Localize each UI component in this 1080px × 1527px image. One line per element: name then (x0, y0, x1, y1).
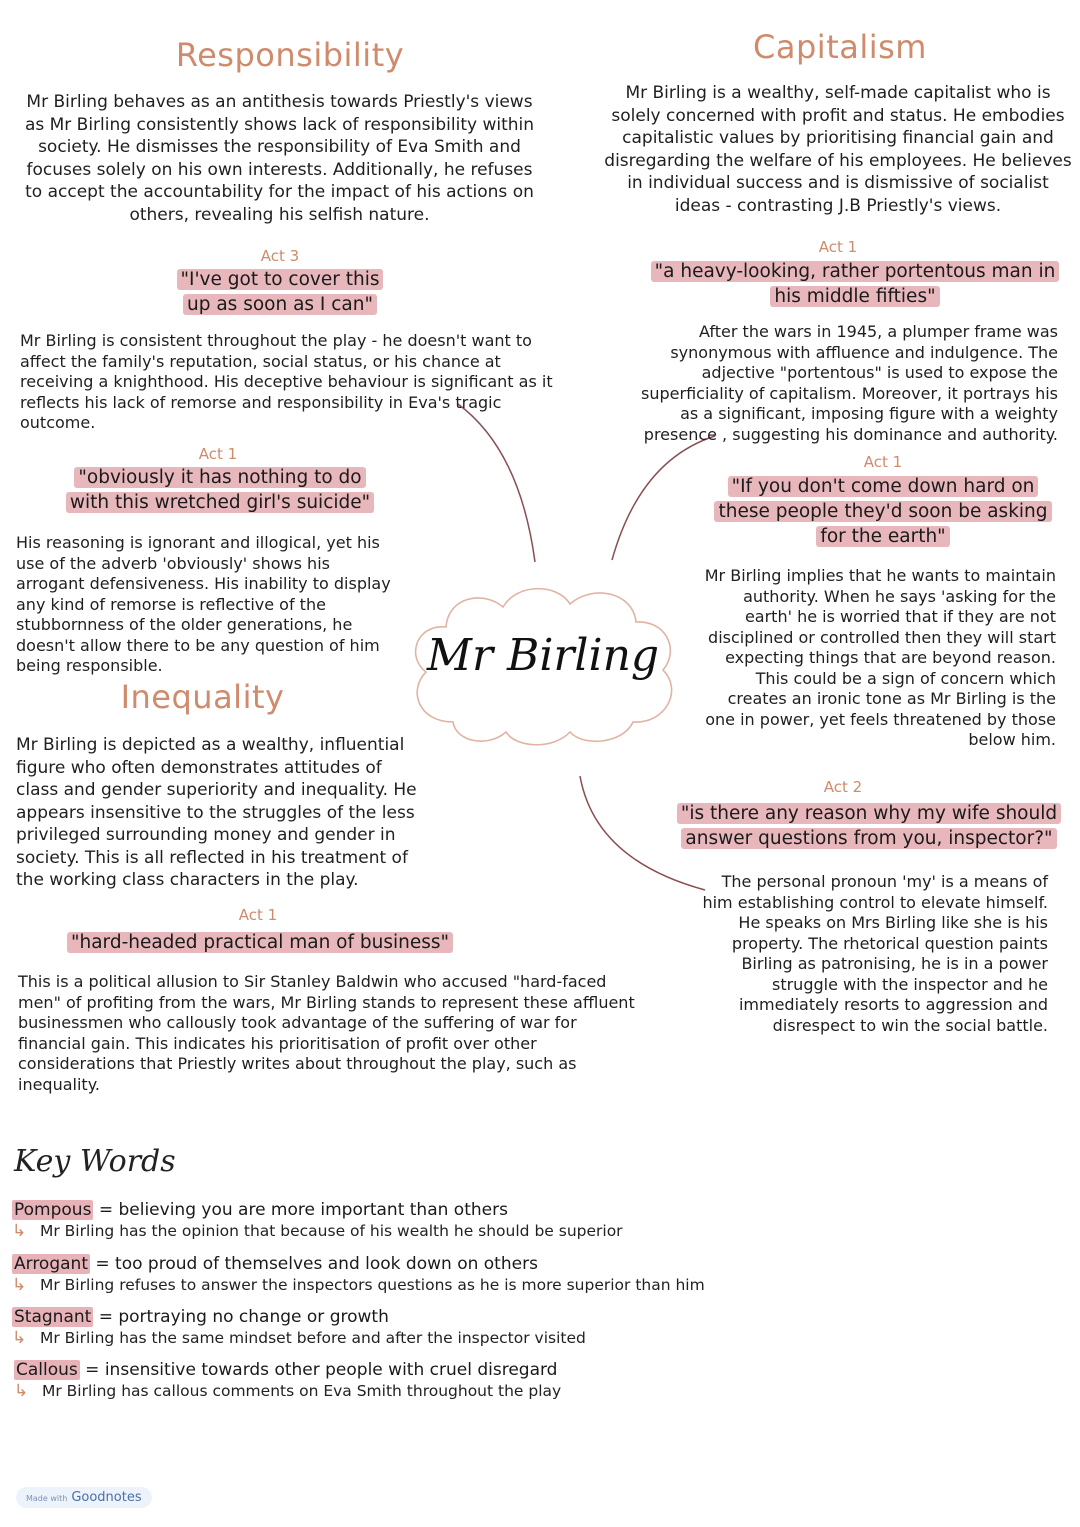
goodnotes-brand: Goodnotes (71, 1490, 142, 1505)
inequality-q1-act: Act 1 (238, 906, 278, 924)
capitalism-q2-quote-wrap (708, 474, 1058, 549)
capitalism-heading: Capitalism (753, 28, 927, 66)
key-word-item (12, 1306, 732, 1349)
responsibility-heading: Responsibility (175, 36, 405, 74)
inequality-heading: Inequality (120, 678, 285, 716)
key-word-example: Mr Birling has the same mindset before and after the inspector visited (40, 1329, 586, 1347)
key-word-term: Stagnant (14, 1307, 92, 1327)
inequality-q1-quote: "hard-headed practical man of business" (67, 932, 453, 953)
responsibility-q2-quote: "obviously it has nothing to do with this wretched girl's suicide" (66, 467, 374, 513)
key-word-item (14, 1359, 734, 1402)
key-word-item (12, 1199, 732, 1242)
responsibility-q2-analysis: His reasoning is ignorant and illogical, yet his use of the adverb 'obviously' shows his arrogant defensiveness. His inability to display any kind of remorse is reflective of the stubbornness of the older generations, he doesn't allow there to be any question of him being responsible. (16, 533, 391, 675)
made-with-goodnotes-badge[interactable] (16, 1487, 152, 1508)
capitalism-q3-quote: "is there any reason why my wife should answer questions from you, inspector?" (677, 803, 1061, 849)
responsibility-intro: Mr Birling behaves as an antithesis towards Priestly's views as Mr Birling consistently shows lack of responsibility within society. He dismisses the responsibility of Eva Smith and focuses solely on his own interests. Additionally, he refuses to accept the accountability for the impact of his actions on others, revealing his selfish nature. (24, 92, 535, 225)
return-arrow-icon: ↳ (14, 1381, 29, 1401)
key-word-definition: = believing you are more important than others (93, 1200, 508, 1220)
responsibility-q1-act: Act 3 (260, 247, 300, 265)
capitalism-q3-quote-wrap (664, 801, 1074, 851)
key-word-example: Mr Birling refuses to answer the inspectors questions as he is more superior than him (40, 1276, 705, 1294)
key-words-title: Key Words (14, 1144, 176, 1179)
capitalism-q3-analysis: The personal pronoun 'my' is a means of him establishing control to elevate himself. He speaks on Mrs Birling like she is his property. The rhetorical question paints Birling as patronising, he is in a power struggle with the inspector and he immediately resorts to aggression and disrespect to win the social battle. (702, 872, 1048, 1035)
responsibility-q1-quote-wrap (170, 267, 390, 317)
key-word-item (12, 1253, 732, 1296)
inequality-q1-quote-wrap (40, 930, 480, 955)
return-arrow-icon: ↳ (12, 1221, 27, 1241)
made-with-label: Made with (26, 1494, 68, 1503)
capitalism-q1-act: Act 1 (818, 238, 858, 256)
key-word-definition: = too proud of themselves and look down on others (90, 1254, 538, 1274)
capitalism-intro: Mr Birling is a wealthy, self-made capitalist who is solely concerned with profit and status. He embodies capitalistic values by prioritising financial gain and disregarding the welfare of his employees. He believes in individual success and is dismissive of socialist ideas - contrasting J.B Priestly's views. (604, 83, 1072, 216)
key-word-example: Mr Birling has callous comments on Eva Smith throughout the play (42, 1382, 562, 1400)
capitalism-q3-act: Act 2 (823, 778, 863, 796)
inequality-q1-analysis: This is a political allusion to Sir Stanley Baldwin who accused "hard-faced men" of profiting from the wars, Mr Birling stands to represent these affluent businessmen who callously took advantage of the suffering of war for financial gain. This indicates his prioritisation of profit over other considerations that Priestly writes about throughout the play, such as inequality. (18, 972, 635, 1094)
responsibility-q2-act: Act 1 (198, 445, 238, 463)
central-title: Mr Birling (426, 630, 660, 681)
capitalism-q1-quote: "a heavy-looking, rather portentous man in his middle fifties" (651, 261, 1060, 307)
key-word-term: Arrogant (14, 1254, 88, 1274)
capitalism-q2-analysis: Mr Birling implies that he wants to maintain authority. When he says 'asking for the earth' he is worried that if they are not disciplined or controlled then they will start expecting things that are beyond reason. This could be a sign of concern which creates an ironic tone as Mr Birling is the one in power, yet feels threatened by those below him. (704, 566, 1056, 749)
capitalism-q1-quote-wrap (640, 259, 1070, 309)
return-arrow-icon: ↳ (12, 1275, 27, 1295)
central-cloud (398, 572, 688, 752)
capitalism-q2-act: Act 1 (863, 453, 903, 471)
key-word-term: Callous (16, 1360, 78, 1380)
inequality-intro: Mr Birling is depicted as a wealthy, influential figure who often demonstrates attitudes of class and gender superiority and inequality. He appears insensitive to the struggles of the less privileged surrounding money and gender in society. This is all reflected in his treatment of the working class characters in the play. (16, 735, 417, 890)
capitalism-q2-quote: "If you don't come down hard on these people they'd soon be asking for the earth" (714, 476, 1051, 547)
responsibility-q1-quote: "I've got to cover this up as soon as I can" (177, 269, 384, 315)
responsibility-q2-quote-wrap (60, 465, 380, 515)
responsibility-q1-analysis: Mr Birling is consistent throughout the play - he doesn't want to affect the family's reputation, social status, or his chance at receiving a knighthood. His deceptive behaviour is significant as it reflects his lack of remorse and responsibility in Eva's tragic outcome. (20, 331, 553, 432)
key-word-term: Pompous (14, 1200, 92, 1220)
return-arrow-icon: ↳ (12, 1328, 27, 1348)
key-word-definition: = portraying no change or growth (93, 1307, 389, 1327)
key-word-example: Mr Birling has the opinion that because of his wealth he should be superior (40, 1222, 623, 1240)
key-word-definition: = insensitive towards other people with cruel disregard (79, 1360, 558, 1380)
connector-capitalism (612, 436, 715, 560)
capitalism-q1-analysis: After the wars in 1945, a plumper frame was synonymous with affluence and indulgence. The adjective "portentous" is used to expose the superficiality of capitalism. Moreover, it portrays his as a significant, imposing figure with a weighty presence , suggesting his dominance and authority. (641, 322, 1058, 444)
